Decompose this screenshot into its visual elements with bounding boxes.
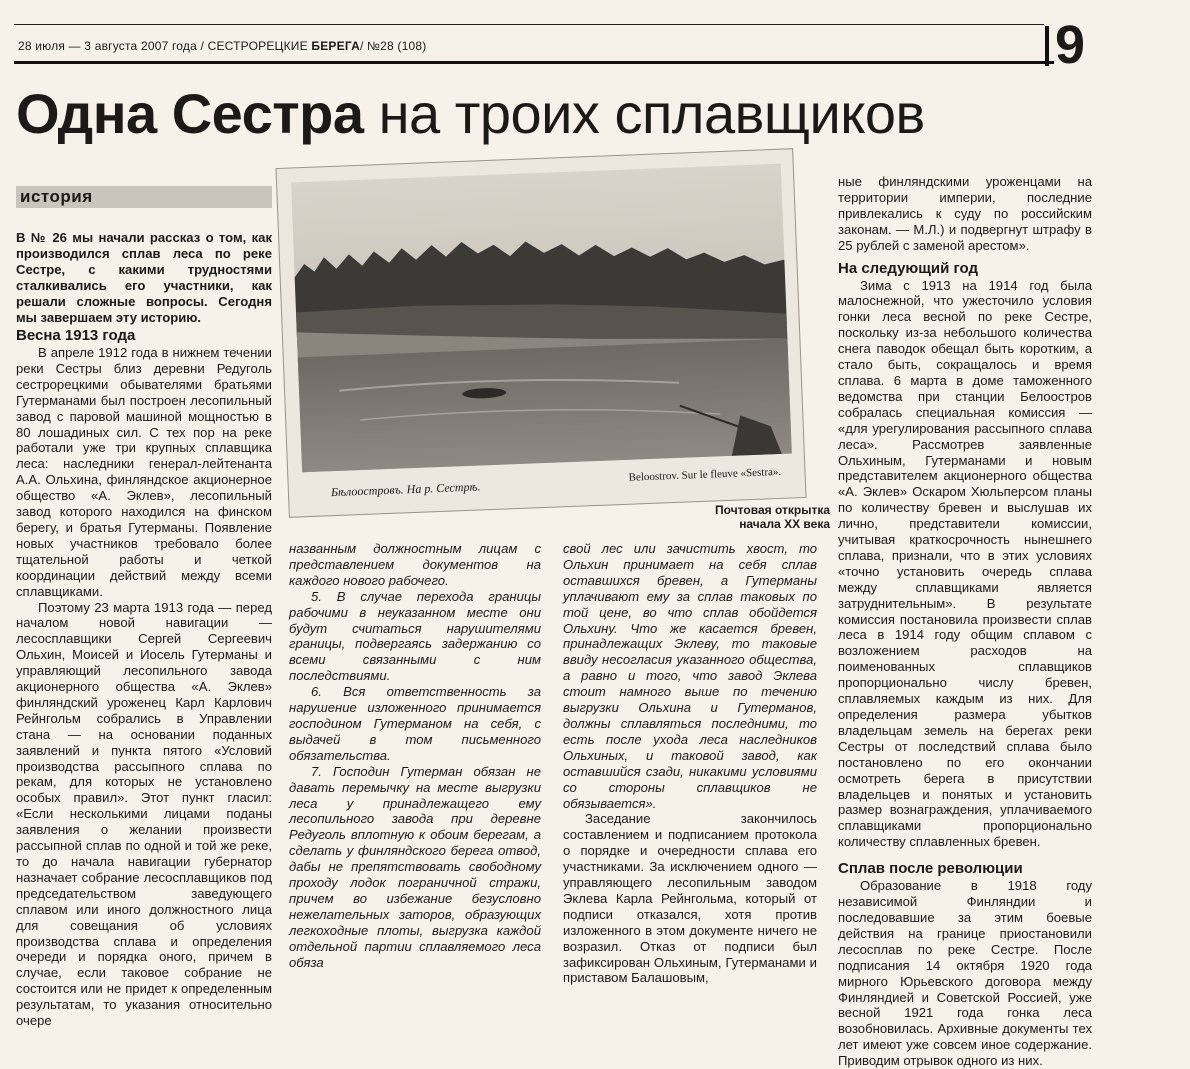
page-number-divider (1045, 26, 1049, 66)
paragraph: Зима с 1913 на 1914 год была малоснежной, что ужесточило условия гонки леса весной по реке Сестре, поскольку из-за небольшого количества снега паводок обещал быть коротким, а стало быть, сокращалось и время сплава. 6 марта в доме таможенного ведомства при станции Белоостров собралась специальная комиссия — «для урегулирования рассыпного сплава леса». Рассмотрев заявленные Ольхиным, Гутерманами и новым представителем акционерного общества «А. Эклев» Оскаром Хюльперсом планы по количеству бревен и выслушав их лично, представители комиссии, учитывая краткосрочность нынешнего сплава, признали, что в этих условиях «точно установить очередь сплава между сплавщиками является затруднительным». В результате комиссия постановила произвести сплав леса в 1914 году общим сплавом с возложением расходов на поименованных сплавщиков пропорционально числу бревен, сплавляемых каждым из них. Для определения размера убытков владельцам земель на берегах реки Сестры от последствий сплава было постановлено по его окончании осмотреть берега в присутствии владельцев и понятых и установить размер вознаграждения, уплачиваемого сплавщиками пропорционально количеству сплавленных бревен. (838, 277, 1092, 850)
caption-line: начала XX века (739, 517, 830, 531)
newspaper-brand: БЕРЕГА (311, 39, 360, 53)
subhead-spring-1913: Весна 1913 года (16, 327, 136, 344)
intro-text: В № 26 мы начали рассказ о том, как производился сплав леса по реке Сестре, с какими трудностями сталкивались его участники, как решали сложные вопросы. Сегодня мы завершаем эту историю. (16, 230, 272, 325)
photo-caption (700, 503, 830, 531)
paragraph: Поэтому 23 марта 1913 года — перед началом новой навигации — лесосплавщики Сергей Сергеевич Ольхин, Моисей и Иосель Гутерманы и управляющий лесопильного завода акционерного общества «А. Эклев» финляндский уроженец Карл Карлович Рейнгольм собрались в Управлении стана — на основании поданных заявлений и пункта пятого «Условий производства рассыпного сплава по рекам, для которых не установлено особых правил». Этот пункт гласил: «Если несколькими лицами поданы заявления о желании произвести рассыпной сплав по одной и той же реке, то до начала навигации губернатор назначает собрание лесосплавщиков под председательством заведующего сплавом или иного должностного лица для совещания об условиях производства сплава и определения очереди и порядка оного, причем в случае, если таковое собрание не состоится или не придет к определенным результатам, то указания относительно очере (16, 599, 272, 1029)
article-headline (16, 82, 925, 145)
postcard-inscription-french: Beloostrov. Sur le fleuve «Sestra». (628, 465, 782, 484)
paragraph: Заседание закончилось составлением и подписанием протокола о порядке и очередности сплава его участниками. За исключением одного — управляющего лесопильным заводом Эклева Карла Рейнгольма, который от подписи отказался, хотя против изложенного в этом документе ничего не возразил. Отказ от подписи был зафиксирован Ольхиным, Гутерманами и приставом Балашовым, (563, 811, 817, 986)
rubric-label: история (20, 187, 93, 206)
paragraph: 6. Вся ответственность за нарушение изложенного принимается господином Гутерманом на себя, с выдачей в том письменного обязательства. (289, 684, 541, 763)
postcard-frame (275, 148, 806, 518)
headline-light: на троих сплавщиков (378, 82, 925, 145)
paragraph: названным должностным лицам с представлением документов на каждого нового рабочего. (289, 541, 541, 588)
caption-line: Почтовая открытка (715, 503, 830, 517)
article-intro (16, 230, 272, 325)
paragraph: ные финляндскими уроженцами на территории империи, последние привлекались к суду по российским законам. — М.Л.) и подвергнут штрафу в 25 рублей с заменой арестом». (838, 174, 1092, 253)
column-1 (16, 327, 272, 1029)
postcard-inscription-russian: Бѣлоостровъ. На р. Сестрѣ. (330, 479, 481, 500)
column-4 (838, 174, 1092, 1069)
subhead-next-year: На следующий год (838, 259, 979, 277)
paragraph: свой лес или зачистить хвост, то Ольхин принимает на себя сплав оставшихся бревен, а Гутерманы уплачивают ему за сплав таковых по той цене, во что сплав обойдется Ольхину. Что же касается бревен, принадлежащих Эклеву, то таковые ввиду несогласия указанного общества, а равно и того, что завод Эклева стоит намного выше по течению выгрузки Ольхина и Гутерманов, должны сплавляться последними, то есть после ухода леса наследников Ольхиных, и таковой завод, как оставшийся сзади, никакими условиями со стороны сплавщиков не обязывается». (563, 541, 817, 811)
issue-date: 28 июля — 3 августа 2007 года / СЕСТРОРЕЦКИЕ (18, 39, 308, 53)
header-rule (14, 61, 1054, 64)
page-number: 9 (1055, 15, 1086, 75)
river-photo-image (291, 164, 792, 473)
subhead-after-revolution: Сплав после революции (838, 860, 1023, 878)
column-3 (563, 541, 817, 986)
headline-bold: Одна Сестра (16, 82, 364, 145)
issue-number: / №28 (108) (359, 39, 427, 53)
issue-header (18, 39, 426, 53)
paragraph: 5. В случае перехода границы рабочими в неуказанном месте они будут считаться нарушителями границы, подвергаясь задержанию со всеми связанными с ним последствиями. (289, 588, 541, 684)
column-2 (289, 541, 541, 970)
postcard-photo (275, 148, 806, 518)
top-rule (14, 24, 1044, 25)
paragraph: Образование в 1918 году независимой Финляндии и последовавшие за этим боевые действия на границе приостановили лесосплав по реке Сестре. После подписания 14 октября 1920 года мирного Юрьевского договора между Финляндией и Советской Россией, уже весной 1921 года гонка леса возобновилась. Архивные документы тех лет имеют уже совсем иное содержание. Приводим отрывок одного из них. (838, 878, 1092, 1069)
paragraph: 7. Господин Гутерман обязан не давать перемычку на месте выгрузки леса у принадлежащего ему лесопильного завода при деревне Редуголь вплотную к обоим берегам, а сделать у финляндского берега отвод, дабы не препятствовать свободному проходу лодок пограничной стражи, причем во избежание безусловно нежелательных заторов, образующих легкоходные плоты, выгрузка каждой отдельной партии сплавляемого леса обяза (289, 763, 541, 970)
paragraph: В апреле 1912 года в нижнем течении реки Сестры близ деревни Редуголь сестрорецкими обывателями братьями Гутерманами был построен лесопильный завод с паровой машиной мощностью в 80 лошадиных сил. С тех пор на реке работали уже три крупных сплавщика леса: наследники генерал-лейтенанта А.А. Ольхина, финляндское акционерное общество «А. Эклев», лесопильный завод которого находился на финском берегу, и братья Гутерманы. Появление новых участников требовало более тщательной работы и четкой координации действий между всеми сплавщиками. (16, 345, 272, 599)
